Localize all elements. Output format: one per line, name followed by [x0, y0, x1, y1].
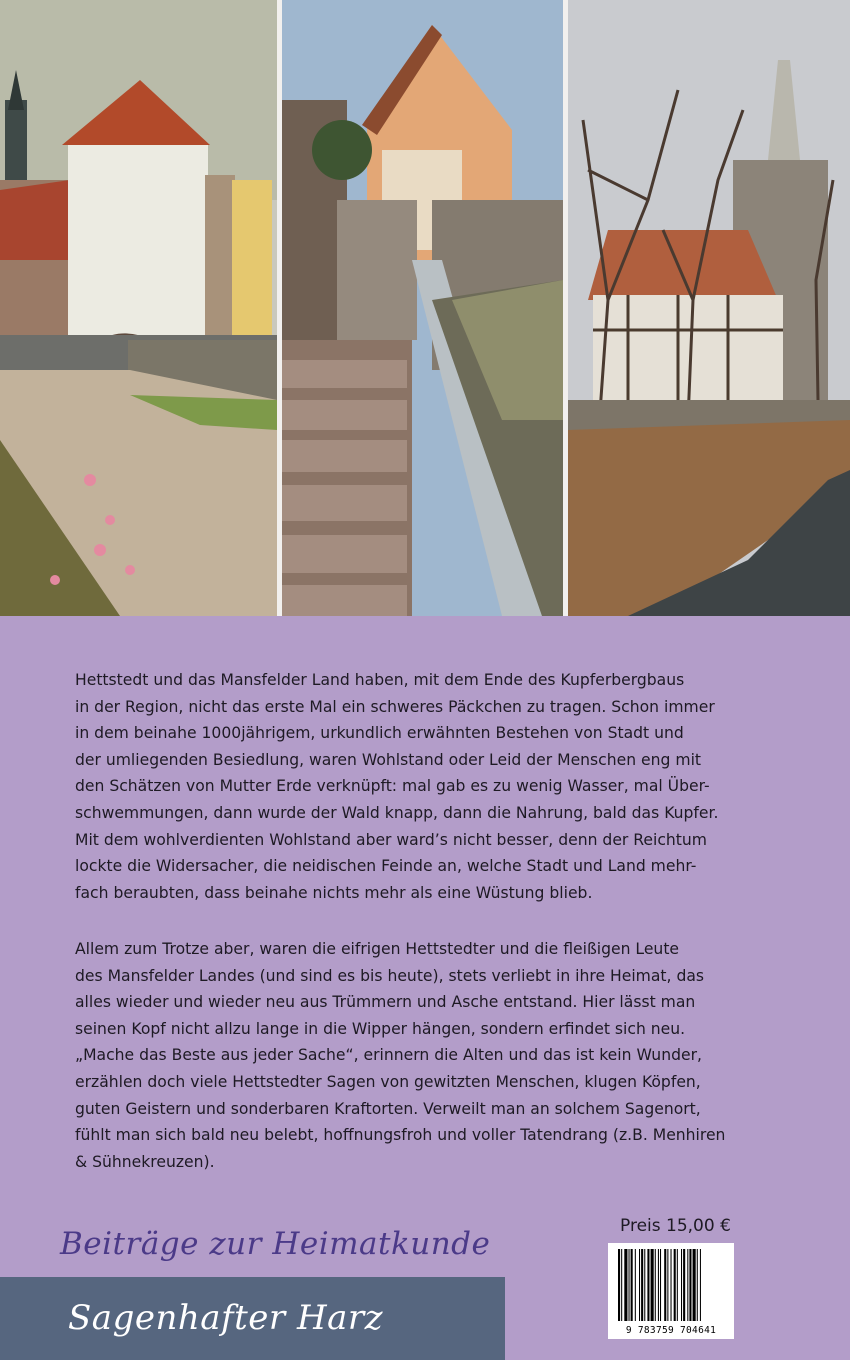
blurb-line: den Schätzen von Mutter Erde verknüpft: mal gab es zu wenig Wasser, mal Über- — [75, 777, 710, 796]
blurb-line: in dem beinahe 1000jährigem, urkundlich erwähnten Bestehen von Stadt und — [75, 724, 684, 743]
barcode-bar — [700, 1249, 701, 1321]
blurb-line: guten Geistern und sonderbaren Kraftorten. Verweilt man an solchem Sagenort, — [75, 1099, 701, 1118]
blurb-line: schwemmungen, dann wurde der Wald knapp, dann die Nahrung, bald das Kupfer. — [75, 803, 719, 822]
blurb-line: seinen Kopf nicht allzu lange in die Wipper hängen, sondern erfindet sich neu. — [75, 1019, 686, 1038]
blurb-line: erzählen doch viele Hettstedter Sagen von gewitzten Menschen, klugen Köpfen, — [75, 1072, 701, 1091]
photo-old-town-gate-tower — [0, 0, 277, 616]
photo-stairs-to-church — [282, 0, 563, 616]
series-title: Beiträge zur Heimatkunde — [60, 1226, 491, 1262]
barcode-bar — [677, 1249, 678, 1321]
blurb-line: Allem zum Trotze aber, waren die eifrigen Hettstedter und die fleißigen Leute — [75, 940, 680, 958]
barcode-bar — [664, 1249, 666, 1321]
blurb-line: fühlt man sich bald neu belebt, hoffnungsfroh und voller Tatendrang (z.B. Menhiren — [75, 1126, 726, 1145]
blurb-line: der umliegenden Besiedlung, waren Wohlstand oder Leid der Menschen eng mit — [75, 750, 702, 769]
barcode-bar — [674, 1249, 676, 1321]
barcode-bar — [629, 1249, 630, 1321]
barcode-bar — [660, 1249, 661, 1321]
barcode-bar — [639, 1249, 640, 1321]
blurb-paragraph-2 — [75, 936, 743, 1175]
blurb-line: lockte die Widersacher, die neidischen Feinde an, welche Stadt und Land mehr- — [75, 857, 697, 876]
barcode-bar — [618, 1249, 620, 1321]
blurb-line: fach beraubten, dass beinahe nichts mehr als eine Wüstung blieb. — [75, 883, 593, 902]
barcode-bar — [667, 1249, 668, 1321]
blurb-line: in der Region, nicht das erste Mal ein schweres Päckchen zu tragen. Schon immer — [75, 697, 715, 716]
barcode-bar — [658, 1249, 659, 1321]
blurb-line: des Mansfelder Landes (und sind es bis heute), stets verliebt in ihre Heimat, das — [75, 966, 705, 985]
barcode-bar — [683, 1249, 685, 1321]
photo-strip — [0, 0, 850, 616]
barcode-bars — [608, 1243, 734, 1323]
barcode-bar — [693, 1249, 696, 1321]
barcode-bar — [655, 1249, 656, 1321]
barcode-bar — [647, 1249, 649, 1321]
barcode-bar — [635, 1249, 636, 1321]
barcode-bar — [641, 1249, 643, 1321]
barcode-bar — [624, 1249, 627, 1321]
barcode-bar — [621, 1249, 622, 1321]
barcode-bar — [631, 1249, 633, 1321]
barcode-bar — [689, 1249, 691, 1321]
isbn-digits: 9 783759 704641 — [625, 1325, 717, 1336]
barcode-bar — [687, 1249, 688, 1321]
barcode-bar — [651, 1249, 654, 1321]
barcode-bar — [681, 1249, 682, 1321]
book-title: Sagenhafter Harz — [68, 1298, 384, 1338]
blurb-line: „Mache das Beste aus jeder Sache“, erinnern die Alten und das ist kein Wunder, — [75, 1046, 702, 1065]
blurb-line: Mit dem wohlverdienten Wohlstand aber ward’s nicht besser, denn der Reichtum — [75, 830, 707, 849]
barcode-bar — [644, 1249, 645, 1321]
blurb-line: & Sühnekreuzen). — [75, 1152, 215, 1171]
barcode-bar — [697, 1249, 698, 1321]
barcode-bar — [671, 1249, 672, 1321]
photo-tower-by-river — [568, 0, 850, 616]
blurb-line: Hettstedt und das Mansfelder Land haben, mit dem Ende des Kupferbergbaus — [75, 671, 685, 689]
barcode-icon — [608, 1243, 734, 1339]
blurb-paragraph-1 — [75, 667, 743, 906]
blurb-line: alles wieder und wieder neu aus Trümmern und Asche entstand. Hier lässt man — [75, 993, 696, 1012]
price-label: Preis 15,00 € — [620, 1216, 731, 1236]
